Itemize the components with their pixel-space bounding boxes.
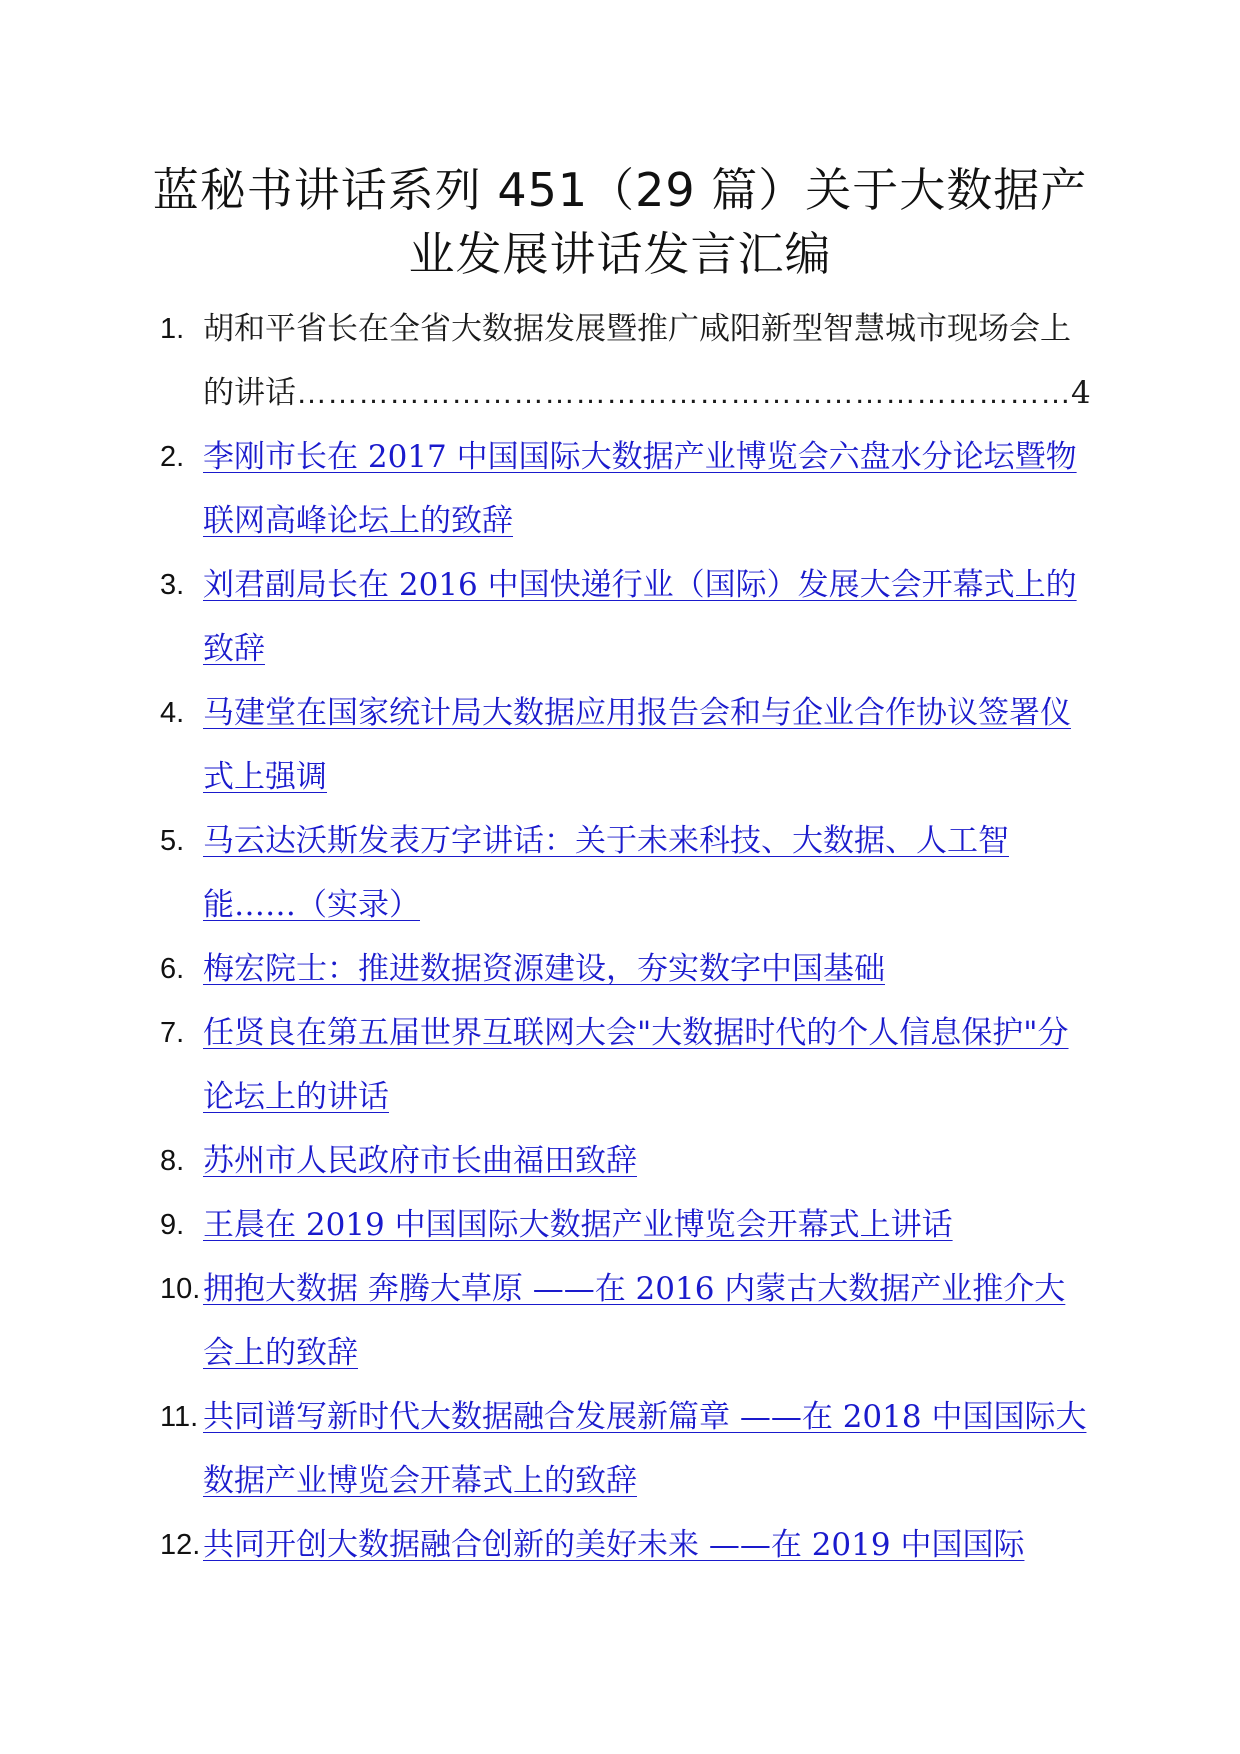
title-line-1: 蓝秘书讲话系列 451（29 篇）关于大数据产 xyxy=(152,163,1088,217)
toc-item-number: 8. xyxy=(160,1145,185,1177)
toc-link[interactable]: 刘君副局长在 2016 中国快递行业（国际）发展大会开幕式上的致辞 xyxy=(203,567,1077,667)
toc-item-number: 10. xyxy=(160,1273,201,1305)
toc-item-number: 3. xyxy=(160,569,185,601)
toc-item-number: 7. xyxy=(160,1017,185,1049)
toc-link[interactable]: 任贤良在第五届世界互联网大会"大数据时代的个人信息保护"分论坛上的讲话 xyxy=(203,1015,1069,1115)
toc-item-9[interactable] xyxy=(0,1193,1095,1257)
toc-item-number: 6. xyxy=(160,953,185,985)
toc-item-3[interactable] xyxy=(0,553,1095,681)
toc-item-6[interactable] xyxy=(0,937,1095,1001)
toc-item-12[interactable] xyxy=(0,1513,1095,1577)
toc-item-11[interactable] xyxy=(0,1385,1095,1513)
toc-item-number: 12. xyxy=(160,1529,201,1561)
toc-link[interactable]: 李刚市长在 2017 中国国际大数据产业博览会六盘水分论坛暨物联网高峰论坛上的致辞 xyxy=(203,439,1077,539)
toc-link[interactable]: 马云达沃斯发表万字讲话：关于未来科技、大数据、人工智能……（实录） xyxy=(203,823,1009,923)
toc-page-number: 4 xyxy=(1071,375,1091,411)
toc-link[interactable]: 拥抱大数据 奔腾大草原 ——在 2016 内蒙古大数据产业推介大会上的致辞 xyxy=(203,1271,1066,1371)
toc-link[interactable]: 梅宏院士：推进数据资源建设，夯实数字中国基础 xyxy=(203,951,885,987)
toc-item-1 xyxy=(0,297,1095,425)
toc-leader-dots: ………………………………………………………………… xyxy=(296,375,1071,410)
toc-item-number: 11. xyxy=(160,1401,199,1433)
toc-item-number: 2. xyxy=(160,441,185,473)
toc-item-number: 1. xyxy=(160,313,185,345)
toc-item-number: 9. xyxy=(160,1209,185,1241)
toc-link[interactable]: 马建堂在国家统计局大数据应用报告会和与企业合作协议签署仪式上强调 xyxy=(203,695,1071,795)
toc-item-text: 胡和平省长在全省大数据发展暨推广咸阳新型智慧城市现场会上的讲话 xyxy=(203,311,1071,411)
toc-item-2[interactable] xyxy=(0,425,1095,553)
toc-item-4[interactable] xyxy=(0,681,1095,809)
table-of-contents xyxy=(0,297,1240,1577)
toc-link[interactable]: 共同开创大数据融合创新的美好未来 ——在 2019 中国国际 xyxy=(203,1527,1025,1563)
title-line-2: 业发展讲话发言汇编 xyxy=(408,227,832,281)
toc-item-10[interactable] xyxy=(0,1257,1095,1385)
toc-link[interactable]: 共同谱写新时代大数据融合发展新篇章 ——在 2018 中国国际大数据产业博览会开幕式上的致辞 xyxy=(203,1399,1087,1499)
toc-item-8[interactable] xyxy=(0,1129,1095,1193)
toc-item-number: 4. xyxy=(160,697,185,729)
toc-link[interactable]: 苏州市人民政府市长曲福田致辞 xyxy=(203,1143,637,1179)
toc-item-number: 5. xyxy=(160,825,185,857)
toc-item-5[interactable] xyxy=(0,809,1095,937)
document-title xyxy=(150,158,1090,286)
toc-item-7[interactable] xyxy=(0,1001,1095,1129)
toc-link[interactable]: 王晨在 2019 中国国际大数据产业博览会开幕式上讲话 xyxy=(203,1207,953,1243)
